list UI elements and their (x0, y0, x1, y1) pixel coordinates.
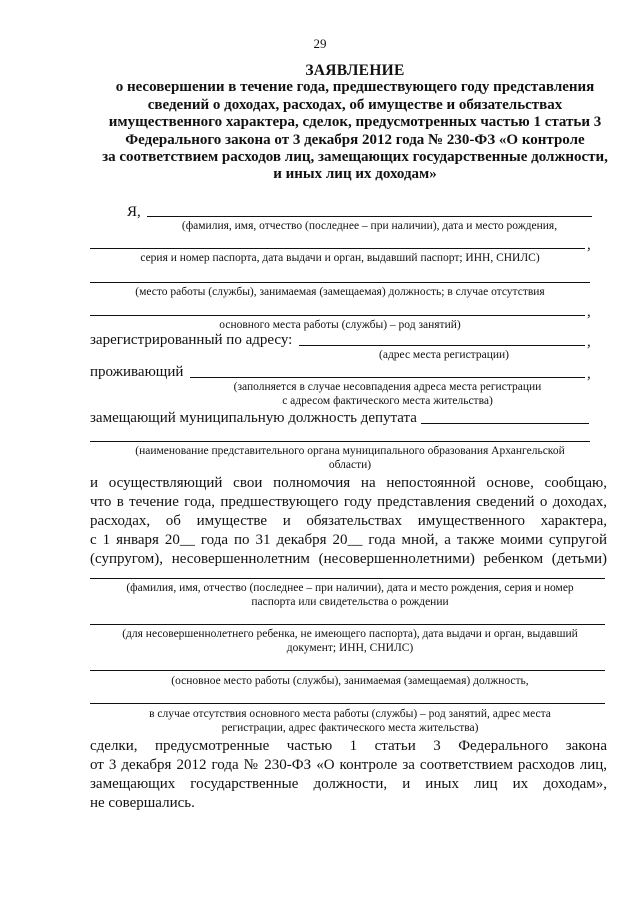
title-line: за соответствием расходов лиц, замещающих государственные должности, (102, 149, 608, 166)
family-member-caption-2: паспорта или свидетельства о рождении (251, 596, 449, 608)
paragraph-line: (супругом), несовершеннолетним (несовершеннолетними) ребенком (детьми) (90, 551, 607, 567)
paragraph-line: не совершались. (90, 795, 195, 811)
comma: , (587, 366, 591, 382)
living-address-line[interactable] (190, 377, 585, 378)
representative-body-line[interactable] (90, 441, 590, 442)
paragraph-line: расходах, об имуществе и обязательствах имущественного характера, (90, 513, 607, 529)
occupation-line[interactable] (90, 315, 585, 316)
child-occupation-line[interactable] (90, 703, 605, 704)
position-label: замещающий муниципальную должность депутата (90, 410, 417, 426)
document-title (80, 62, 630, 184)
title-line: и иных лиц их доходам» (273, 166, 437, 183)
comma: , (587, 304, 591, 320)
title-line: имущественного характера, сделок, предусмотренных частью 1 статьи 3 (108, 114, 602, 131)
child-document-caption-1: (для несовершеннолетнего ребенка, не имеющего паспорта), дата выдачи и орган, выдавший (122, 628, 578, 640)
fio-caption: (фамилия, имя, отчество (последнее – при наличии), дата и место рождения, (181, 220, 558, 232)
paragraph-line: сделки, предусмотренные частью 1 статьи 3 Федерального закона (90, 738, 607, 754)
fio-line[interactable] (147, 216, 592, 217)
title-line: Федерального закона от 3 декабря 2012 года № 230-ФЗ «О контроле (125, 131, 585, 148)
paragraph-line: и осуществляющий свои полномочия на непостоянной основе, сообщаю, (90, 475, 607, 491)
family-member-caption-1: (фамилия, имя, отчество (последнее – при наличии), дата и место рождения, серия и номер (126, 582, 574, 594)
child-occupation-caption-2: регистрации, адрес фактического места жительства) (221, 722, 479, 734)
child-occupation-caption-1: в случае отсутствия основного места работы (службы) – род занятий, адрес места (149, 708, 551, 720)
closing-paragraph (90, 737, 607, 813)
title-heading: ЗАЯВЛЕНИЕ (305, 62, 405, 79)
paragraph-line: с 1 января 20__ года по 31 декабря 20__ года мной, а также моими супругой (90, 532, 607, 548)
comma: , (587, 237, 591, 253)
title-line: сведений о доходах, расходах, об имуществе и обязательствах (147, 96, 563, 113)
ya-label: Я, (127, 204, 141, 220)
work-caption-2: основного места работы (службы) – род занятий) (219, 319, 461, 331)
passport-line[interactable] (90, 248, 585, 249)
registration-caption: (адрес места регистрации) (379, 349, 509, 361)
living-label: проживающий (90, 364, 184, 380)
child-document-line[interactable] (90, 624, 605, 625)
living-caption-2: с адресом фактического места жительства) (282, 395, 493, 407)
paragraph-line: от 3 декабря 2012 года № 230-ФЗ «О контроле за соответствием расходов лиц, (90, 757, 607, 773)
paragraph-line: замещающих государственные должности, и иных лиц их доходам», (90, 776, 607, 792)
child-document-caption-2: документ; ИНН, СНИЛС) (286, 642, 414, 654)
work-line[interactable] (90, 282, 590, 283)
page-number: 29 (313, 36, 327, 51)
paragraph-line: что в течение года, предшествующего году представления сведений о доходах, (90, 494, 607, 510)
passport-caption: серия и номер паспорта, дата выдачи и орган, выдавший паспорт; ИНН, СНИЛС) (140, 252, 540, 264)
living-caption-1: (заполняется в случае несовпадения адреса места регистрации (233, 381, 542, 393)
position-line[interactable] (421, 423, 589, 424)
registration-address-line[interactable] (299, 345, 585, 346)
comma: , (587, 334, 591, 350)
representative-body-caption-2: области) (328, 459, 372, 471)
registered-label: зарегистрированный по адресу: (90, 332, 293, 348)
representative-body-caption-1: (наименование представительного органа муниципального образования Архангельской (135, 445, 565, 457)
work-caption-1: (место работы (службы), занимаемая (замещаемая) должность; в случае отсутствия (135, 286, 545, 298)
child-work-caption: (основное место работы (службы), занимаемая (замещаемая) должность, (171, 675, 529, 687)
family-member-line[interactable] (90, 578, 605, 579)
title-line: о несовершении в течение года, предшествующего году представления (115, 79, 595, 96)
child-work-line[interactable] (90, 670, 605, 671)
statement-paragraph (90, 474, 607, 569)
